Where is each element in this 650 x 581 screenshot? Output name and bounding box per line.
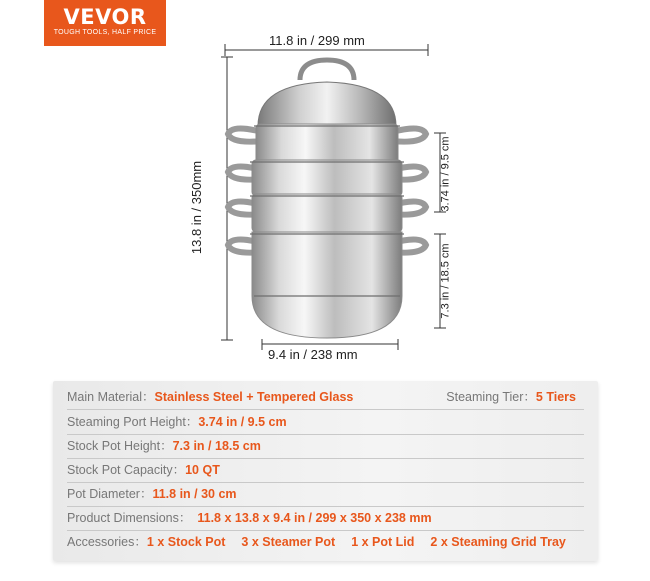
material-value: Stainless Steel + Tempered Glass — [154, 390, 354, 404]
steamer-tiers — [252, 124, 402, 338]
diameter-label: Pot Diameter： — [67, 487, 153, 501]
brand-name: VEVOR — [63, 5, 147, 29]
capacity-label: Stock Pot Capacity： — [67, 463, 186, 477]
diameter-value: 11.8 in / 30 cm — [152, 487, 237, 501]
spec-row-material — [67, 385, 584, 410]
spec-row-product-dimensions — [67, 506, 584, 531]
stock-height-label: Stock Pot Height： — [67, 439, 173, 453]
pot-height-label: 7.3 in / 18.5 cm — [439, 243, 452, 319]
spec-row-diameter — [67, 482, 584, 507]
brand-tagline: TOUGH TOOLS, HALF PRICE — [53, 29, 157, 36]
width-top-label: 11.8 in / 299 mm — [269, 33, 365, 48]
capacity-value: 10 QT — [185, 463, 220, 477]
accessory-item: 2 x Steaming Grid Tray — [430, 535, 566, 549]
spec-row-port — [67, 410, 584, 435]
accessory-item: 1 x Stock Pot — [146, 535, 226, 549]
spec-row-capacity — [67, 458, 584, 483]
accessory-item: 3 x Steamer Pot — [241, 535, 336, 549]
tier-height-label: 3.74 in / 9.5 cm — [439, 136, 452, 212]
glass-lid — [258, 82, 396, 126]
accessory-item: 1 x Pot Lid — [351, 535, 415, 549]
stock-height-value: 7.3 in / 18.5 cm — [172, 439, 261, 453]
accessories-label: Accessories： — [67, 535, 147, 549]
spec-row-stock-height — [67, 434, 584, 459]
spec-row-accessories — [67, 530, 584, 554]
product-dim-value: 11.8 x 13.8 x 9.4 in / 299 x 350 x 238 mm — [197, 511, 432, 525]
tier-label: Steaming Tier： — [446, 390, 536, 404]
port-label: Steaming Port Height： — [67, 415, 199, 429]
port-value: 3.74 in / 9.5 cm — [198, 415, 287, 429]
tier-value: 5 Tiers — [535, 390, 576, 404]
product-dim-label: Product Dimensions： — [67, 511, 192, 525]
lid-knob — [300, 60, 354, 80]
width-bottom-label: 9.4 in / 238 mm — [268, 347, 358, 362]
spec-panel — [53, 381, 598, 561]
material-label: Main Material： — [67, 390, 155, 404]
height-total-label: 13.8 in / 350mm — [189, 160, 205, 255]
